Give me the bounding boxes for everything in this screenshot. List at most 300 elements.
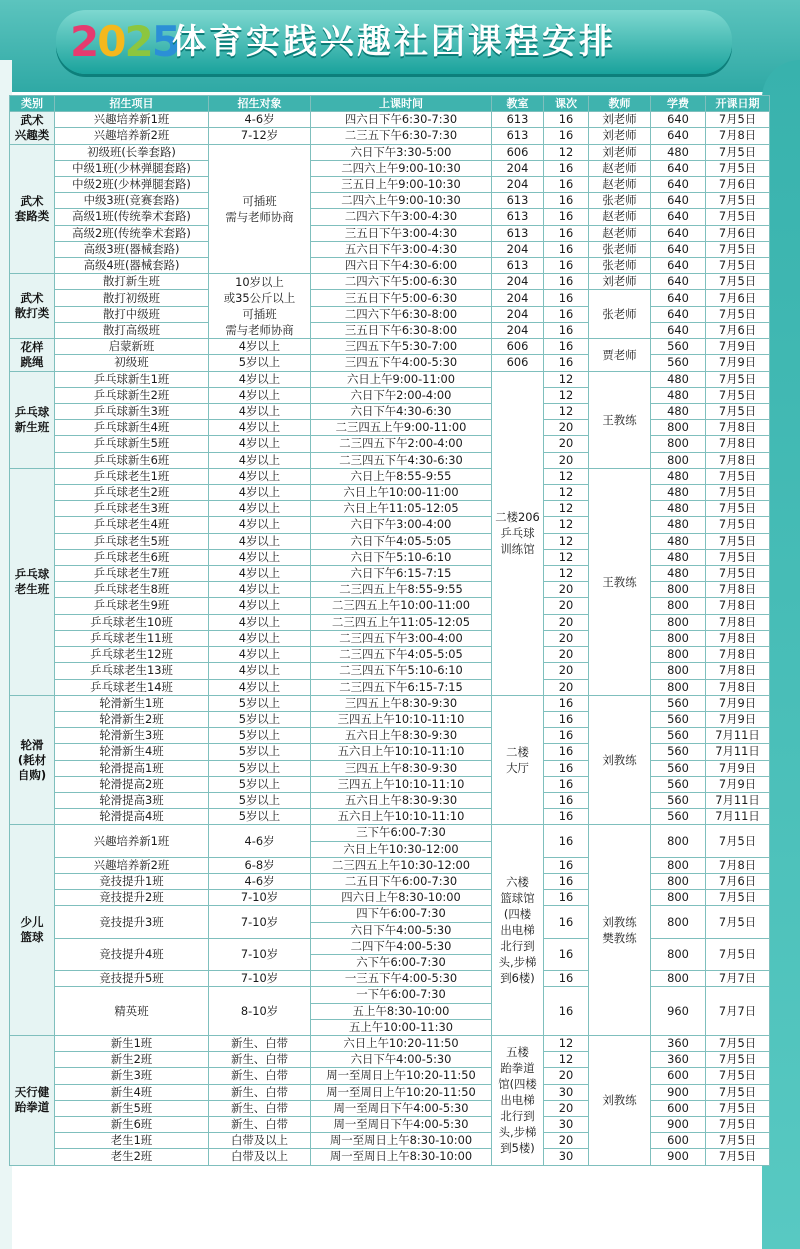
column-header: 教室 [492, 96, 544, 112]
table-cell: 三五日上午9:00-10:30 [311, 177, 492, 193]
table-cell: 刘教练 樊教练 [589, 825, 651, 1036]
table-cell: 640 [651, 258, 706, 274]
table-cell: 7月8日 [706, 436, 770, 452]
table-cell: 7月5日 [706, 1052, 770, 1068]
table-cell: 606 [492, 355, 544, 371]
table-cell: 7月5日 [706, 906, 770, 938]
table-cell: 7月9日 [706, 711, 770, 727]
table-cell: 606 [492, 144, 544, 160]
table-cell: 二四六下午6:30-8:00 [311, 306, 492, 322]
table-cell: 7-12岁 [209, 128, 311, 144]
table-cell: 四六日上午8:30-10:00 [311, 890, 492, 906]
table-cell: 二四六上午9:00-10:30 [311, 160, 492, 176]
table-cell: 800 [651, 938, 706, 970]
table-cell: 800 [651, 630, 706, 646]
table-cell: 可插班 需与老师协商 [209, 144, 311, 274]
table-cell: 二楼 大厅 [492, 695, 544, 825]
table-row [10, 387, 770, 403]
table-row [10, 792, 770, 808]
table-cell: 中级3班(竞赛套路) [55, 193, 209, 209]
table-cell: 六日上午9:00-11:00 [311, 371, 492, 387]
table-cell: 中级2班(少林弹腿套路) [55, 177, 209, 193]
table-cell: 乒乓球新生5班 [55, 436, 209, 452]
table-cell: 7月8日 [706, 420, 770, 436]
category-cell: 武术 兴趣类 [10, 112, 55, 144]
table-row [10, 938, 770, 954]
table-cell: 480 [651, 468, 706, 484]
table-cell: 乒乓球新生3班 [55, 404, 209, 420]
table-row [10, 306, 770, 322]
table-cell: 7月9日 [706, 339, 770, 355]
table-cell: 五六日上午10:10-11:10 [311, 744, 492, 760]
table-cell: 张老师 [589, 290, 651, 339]
table-cell: 204 [492, 290, 544, 306]
table-cell: 7月11日 [706, 728, 770, 744]
table-cell: 4岁以上 [209, 404, 311, 420]
table-cell: 900 [651, 1116, 706, 1132]
table-cell: 乒乓球老生4班 [55, 517, 209, 533]
table-cell: 周一至周日上午10:20-11:50 [311, 1084, 492, 1100]
table-cell: 800 [651, 873, 706, 889]
table-cell: 560 [651, 711, 706, 727]
category-cell: 武术 散打类 [10, 274, 55, 339]
table-cell: 新生6班 [55, 1116, 209, 1132]
table-cell: 精英班 [55, 987, 209, 1036]
table-cell: 7-10岁 [209, 906, 311, 938]
table-cell: 乒乓球老生11班 [55, 630, 209, 646]
table-cell: 4岁以上 [209, 501, 311, 517]
table-cell: 560 [651, 744, 706, 760]
table-row [10, 630, 770, 646]
table-cell: 5岁以上 [209, 711, 311, 727]
table-cell: 启蒙新班 [55, 339, 209, 355]
table-row [10, 695, 770, 711]
table-cell: 赵老师 [589, 177, 651, 193]
table-cell: 613 [492, 112, 544, 128]
table-cell: 竞技提升3班 [55, 906, 209, 938]
table-cell: 二五日下午6:00-7:30 [311, 873, 492, 889]
table-cell: 乒乓球老生10班 [55, 614, 209, 630]
table-cell: 16 [544, 890, 589, 906]
table-cell: 乒乓球老生12班 [55, 647, 209, 663]
table-cell: 7月5日 [706, 209, 770, 225]
table-cell: 900 [651, 1084, 706, 1100]
table-cell: 7月5日 [706, 274, 770, 290]
table-cell: 四下午6:00-7:30 [311, 906, 492, 922]
table-row [10, 517, 770, 533]
table-cell: 800 [651, 598, 706, 614]
table-row [10, 485, 770, 501]
table-cell: 7月6日 [706, 873, 770, 889]
table-cell: 560 [651, 339, 706, 355]
table-row [10, 598, 770, 614]
table-cell: 4岁以上 [209, 436, 311, 452]
table-cell: 三四五下午5:30-7:00 [311, 339, 492, 355]
table-row [10, 225, 770, 241]
table-cell: 640 [651, 112, 706, 128]
table-cell: 640 [651, 323, 706, 339]
column-header: 上课时间 [311, 96, 492, 112]
table-cell: 新生2班 [55, 1052, 209, 1068]
table-cell: 刘老师 [589, 144, 651, 160]
table-row [10, 1084, 770, 1100]
table-cell: 600 [651, 1068, 706, 1084]
table-cell: 二三四五上午10:00-11:00 [311, 598, 492, 614]
table-row [10, 1068, 770, 1084]
table-cell: 竞技提升5班 [55, 971, 209, 987]
table-row [10, 809, 770, 825]
table-cell: 散打初级班 [55, 290, 209, 306]
table-cell: 7月6日 [706, 177, 770, 193]
table-cell: 16 [544, 225, 589, 241]
table-cell: 20 [544, 1133, 589, 1149]
table-cell: 二三四五下午4:05-5:05 [311, 647, 492, 663]
table-cell: 竞技提升1班 [55, 873, 209, 889]
table-cell: 二三四五下午6:15-7:15 [311, 679, 492, 695]
table-cell: 贾老师 [589, 339, 651, 371]
table-cell: 7月9日 [706, 776, 770, 792]
table-cell: 张老师 [589, 193, 651, 209]
table-cell: 6-8岁 [209, 857, 311, 873]
table-cell: 7月8日 [706, 663, 770, 679]
table-cell: 二三四五上午8:55-9:55 [311, 582, 492, 598]
category-cell: 乒乓球 新生班 [10, 371, 55, 468]
table-cell: 480 [651, 566, 706, 582]
table-cell: 二四六下午5:00-6:30 [311, 274, 492, 290]
table-cell: 7月5日 [706, 112, 770, 128]
table-cell: 新生3班 [55, 1068, 209, 1084]
table-cell: 4岁以上 [209, 598, 311, 614]
table-row [10, 209, 770, 225]
table-cell: 20 [544, 1068, 589, 1084]
table-cell: 20 [544, 1100, 589, 1116]
table-cell: 480 [651, 549, 706, 565]
table-row [10, 1149, 770, 1165]
table-cell: 12 [544, 468, 589, 484]
table-cell: 600 [651, 1133, 706, 1149]
table-cell: 中级1班(少林弹腿套路) [55, 160, 209, 176]
table-cell: 王教练 [589, 371, 651, 468]
table-row [10, 647, 770, 663]
table-cell: 兴趣培养新2班 [55, 128, 209, 144]
table-cell: 六日下午4:05-5:05 [311, 533, 492, 549]
table-cell: 7月8日 [706, 614, 770, 630]
table-cell: 4岁以上 [209, 582, 311, 598]
table-cell: 613 [492, 128, 544, 144]
table-cell: 7月11日 [706, 744, 770, 760]
table-cell: 613 [492, 193, 544, 209]
table-cell: 12 [544, 549, 589, 565]
table-cell: 560 [651, 809, 706, 825]
table-cell: 六日上午8:55-9:55 [311, 468, 492, 484]
table-row [10, 825, 770, 841]
table-cell: 乒乓球老生5班 [55, 533, 209, 549]
table-cell: 六日下午3:00-4:00 [311, 517, 492, 533]
table-cell: 30 [544, 1084, 589, 1100]
table-row [10, 1100, 770, 1116]
table-cell: 16 [544, 792, 589, 808]
table-row [10, 857, 770, 873]
table-cell: 周一至周日上午8:30-10:00 [311, 1133, 492, 1149]
table-cell: 7月5日 [706, 306, 770, 322]
table-cell: 16 [544, 728, 589, 744]
table-cell: 7月5日 [706, 1068, 770, 1084]
table-cell: 360 [651, 1052, 706, 1068]
table-cell: 960 [651, 987, 706, 1036]
table-cell: 乒乓球老生1班 [55, 468, 209, 484]
table-cell: 二三四五下午2:00-4:00 [311, 436, 492, 452]
table-cell: 12 [544, 387, 589, 403]
table-row [10, 468, 770, 484]
column-header: 招生项目 [55, 96, 209, 112]
column-header: 类别 [10, 96, 55, 112]
table-cell: 三四五下午4:00-5:30 [311, 355, 492, 371]
table-cell: 六日上午11:05-12:05 [311, 501, 492, 517]
table-cell: 20 [544, 679, 589, 695]
table-cell: 5岁以上 [209, 760, 311, 776]
table-cell: 4岁以上 [209, 371, 311, 387]
table-cell: 12 [544, 517, 589, 533]
table-cell: 7月5日 [706, 258, 770, 274]
table-cell: 六日下午3:30-5:00 [311, 144, 492, 160]
table-cell: 六楼 篮球馆 (四楼 出电梯 北行到 头,步梯 到6楼) [492, 825, 544, 1036]
column-header: 教师 [589, 96, 651, 112]
table-row [10, 1035, 770, 1051]
table-cell: 7月5日 [706, 1100, 770, 1116]
category-cell: 乒乓球 老生班 [10, 468, 55, 695]
table-row [10, 582, 770, 598]
table-cell: 16 [544, 112, 589, 128]
table-row [10, 128, 770, 144]
table-row [10, 371, 770, 387]
table-cell: 16 [544, 760, 589, 776]
table-cell: 新生、白带 [209, 1100, 311, 1116]
table-cell: 7月5日 [706, 1084, 770, 1100]
table-cell: 7月9日 [706, 760, 770, 776]
table-cell: 600 [651, 1100, 706, 1116]
table-cell: 16 [544, 971, 589, 987]
table-cell: 新生、白带 [209, 1035, 311, 1051]
table-cell: 12 [544, 1052, 589, 1068]
table-cell: 7月5日 [706, 566, 770, 582]
table-cell: 二三四五下午4:30-6:30 [311, 452, 492, 468]
table-cell: 4-6岁 [209, 873, 311, 889]
table-cell: 新生5班 [55, 1100, 209, 1116]
table-row [10, 452, 770, 468]
table-cell: 一三五下午4:00-5:30 [311, 971, 492, 987]
schedule-table [9, 95, 770, 1166]
table-cell: 高级3班(器械套路) [55, 241, 209, 257]
column-header: 课次 [544, 96, 589, 112]
table-cell: 30 [544, 1149, 589, 1165]
table-cell: 五上午10:00-11:30 [311, 1019, 492, 1035]
table-cell: 4岁以上 [209, 679, 311, 695]
table-cell: 7月7日 [706, 971, 770, 987]
table-cell: 三四五上午8:30-9:30 [311, 695, 492, 711]
table-cell: 轮滑新生4班 [55, 744, 209, 760]
table-cell: 480 [651, 485, 706, 501]
table-row [10, 436, 770, 452]
table-cell: 20 [544, 582, 589, 598]
table-cell: 20 [544, 614, 589, 630]
table-cell: 16 [544, 339, 589, 355]
table-cell: 轮滑新生1班 [55, 695, 209, 711]
table-cell: 480 [651, 387, 706, 403]
table-cell: 16 [544, 744, 589, 760]
table-cell: 640 [651, 177, 706, 193]
table-cell: 5岁以上 [209, 355, 311, 371]
table-row [10, 1052, 770, 1068]
table-cell: 五六日上午10:10-11:10 [311, 809, 492, 825]
table-cell: 4岁以上 [209, 339, 311, 355]
table-cell: 新生1班 [55, 1035, 209, 1051]
table-cell: 360 [651, 1035, 706, 1051]
table-cell: 7月6日 [706, 323, 770, 339]
table-cell: 7月8日 [706, 679, 770, 695]
table-cell: 四六日下午4:30-6:00 [311, 258, 492, 274]
table-cell: 7月6日 [706, 225, 770, 241]
table-cell: 4岁以上 [209, 533, 311, 549]
table-row [10, 744, 770, 760]
table-cell: 8-10岁 [209, 987, 311, 1036]
table-cell: 7月5日 [706, 1149, 770, 1165]
table-cell: 刘老师 [589, 112, 651, 128]
table-cell: 乒乓球新生4班 [55, 420, 209, 436]
table-cell: 乒乓球老生3班 [55, 501, 209, 517]
table-cell: 刘教练 [589, 1035, 651, 1165]
table-cell: 4岁以上 [209, 517, 311, 533]
table-cell: 7月8日 [706, 857, 770, 873]
table-cell: 12 [544, 485, 589, 501]
table-cell: 新生、白带 [209, 1068, 311, 1084]
table-cell: 204 [492, 306, 544, 322]
table-cell: 三五日下午6:30-8:00 [311, 323, 492, 339]
table-cell: 三四五上午10:10-11:10 [311, 711, 492, 727]
table-cell: 12 [544, 501, 589, 517]
table-cell: 4岁以上 [209, 485, 311, 501]
table-row [10, 566, 770, 582]
table-cell: 竞技提升4班 [55, 938, 209, 970]
table-cell: 7月5日 [706, 404, 770, 420]
table-cell: 轮滑提高3班 [55, 792, 209, 808]
table-cell: 613 [492, 258, 544, 274]
table-cell: 二三四五上午10:30-12:00 [311, 857, 492, 873]
table-cell: 六日下午4:00-5:30 [311, 1052, 492, 1068]
table-row [10, 776, 770, 792]
table-cell: 乒乓球老生13班 [55, 663, 209, 679]
year-text [70, 16, 179, 68]
table-row [10, 663, 770, 679]
table-cell: 王教练 [589, 468, 651, 695]
table-cell: 7月5日 [706, 485, 770, 501]
year-digit: 2 [70, 17, 98, 66]
table-cell: 周一至周日上午8:30-10:00 [311, 1149, 492, 1165]
table-row [10, 711, 770, 727]
category-cell: 武术 套路类 [10, 144, 55, 274]
table-cell: 800 [651, 436, 706, 452]
table-cell: 7月9日 [706, 695, 770, 711]
table-cell: 7月5日 [706, 890, 770, 906]
table-cell: 4岁以上 [209, 420, 311, 436]
table-cell: 16 [544, 274, 589, 290]
table-cell: 4岁以上 [209, 387, 311, 403]
table-cell: 16 [544, 987, 589, 1036]
table-cell: 20 [544, 420, 589, 436]
table-cell: 五六日上午8:30-9:30 [311, 728, 492, 744]
year-digit: 0 [97, 17, 125, 66]
table-cell: 800 [651, 647, 706, 663]
table-cell: 兴趣培养新2班 [55, 857, 209, 873]
table-cell: 16 [544, 776, 589, 792]
table-cell: 7月5日 [706, 241, 770, 257]
table-cell: 800 [651, 420, 706, 436]
table-cell: 16 [544, 193, 589, 209]
table-cell: 高级2班(传统拳术套路) [55, 225, 209, 241]
table-cell: 5岁以上 [209, 728, 311, 744]
table-cell: 4岁以上 [209, 549, 311, 565]
table-cell: 乒乓球老生7班 [55, 566, 209, 582]
table-cell: 12 [544, 533, 589, 549]
table-cell: 16 [544, 906, 589, 938]
table-cell: 四六日下午6:30-7:30 [311, 112, 492, 128]
table-cell: 800 [651, 614, 706, 630]
table-cell: 4岁以上 [209, 647, 311, 663]
table-row [10, 971, 770, 987]
table-cell: 刘老师 [589, 128, 651, 144]
table-cell: 4-6岁 [209, 112, 311, 128]
table-cell: 刘老师 [589, 274, 651, 290]
table-cell: 4岁以上 [209, 452, 311, 468]
table-cell: 张老师 [589, 241, 651, 257]
table-row [10, 679, 770, 695]
table-cell: 20 [544, 598, 589, 614]
table-cell: 五上午8:30-10:00 [311, 1003, 492, 1019]
table-cell: 周一至周日上午10:20-11:50 [311, 1068, 492, 1084]
table-cell: 640 [651, 128, 706, 144]
table-cell: 轮滑提高2班 [55, 776, 209, 792]
table-cell: 六日上午10:00-11:00 [311, 485, 492, 501]
table-cell: 7月5日 [706, 144, 770, 160]
table-cell: 7月5日 [706, 1133, 770, 1149]
table-cell: 7月5日 [706, 193, 770, 209]
table-cell: 一下午6:00-7:30 [311, 987, 492, 1003]
table-cell: 7月8日 [706, 452, 770, 468]
table-cell: 204 [492, 177, 544, 193]
table-cell: 16 [544, 128, 589, 144]
table-cell: 20 [544, 436, 589, 452]
table-cell: 二四六下午3:00-4:30 [311, 209, 492, 225]
table-cell: 五六日上午8:30-9:30 [311, 792, 492, 808]
table-cell: 800 [651, 452, 706, 468]
table-cell: 7月5日 [706, 549, 770, 565]
table-cell: 7月11日 [706, 792, 770, 808]
table-cell: 560 [651, 695, 706, 711]
table-cell: 12 [544, 144, 589, 160]
table-row [10, 760, 770, 776]
table-cell: 7-10岁 [209, 938, 311, 970]
table-cell: 轮滑新生2班 [55, 711, 209, 727]
table-cell: 204 [492, 274, 544, 290]
table-cell: 800 [651, 825, 706, 857]
table-row [10, 144, 770, 160]
table-cell: 4岁以上 [209, 663, 311, 679]
year-logo [70, 16, 179, 68]
table-cell: 三五日下午3:00-4:30 [311, 225, 492, 241]
table-cell: 乒乓球老生9班 [55, 598, 209, 614]
table-cell: 16 [544, 241, 589, 257]
table-cell: 7月7日 [706, 987, 770, 1036]
table-cell: 204 [492, 160, 544, 176]
